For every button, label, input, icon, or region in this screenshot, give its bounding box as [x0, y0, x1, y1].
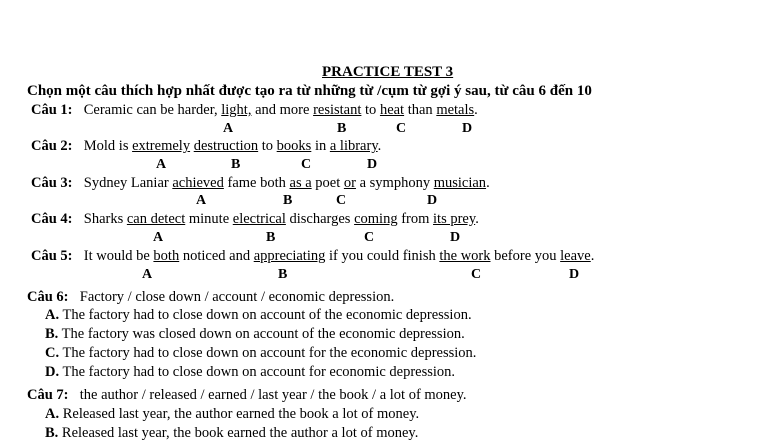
text-segment: . [590, 248, 595, 264]
underlined-segment: leave [560, 248, 591, 264]
text-segment: and more [251, 102, 314, 118]
question-3 [31, 175, 490, 192]
option-text: The factory had to close down on account of the economic depression. [62, 307, 472, 323]
option-letter: B. [45, 326, 59, 342]
text-segment: a symphony [355, 175, 434, 191]
letter-a: A [196, 193, 207, 208]
option-text: Released last year, the book earned the author a lot of money. [61, 425, 419, 441]
letter-c: C [471, 267, 482, 282]
option-6d[interactable] [45, 364, 455, 381]
answer-letters-2 [0, 157, 784, 173]
underlined-segment: can detect [126, 211, 186, 227]
text-segment: Sydney Laniar [83, 175, 173, 191]
option-7b[interactable] [45, 425, 418, 442]
text-segment: . [475, 211, 479, 227]
answer-letters-4 [0, 230, 784, 246]
letter-a: A [153, 230, 164, 245]
text-segment: if you could finish [325, 248, 440, 264]
question-label: Câu 4: [31, 211, 73, 227]
question-text [84, 175, 490, 191]
letter-d: D [462, 121, 473, 136]
option-6a[interactable] [45, 307, 472, 324]
underlined-segment: electrical [232, 211, 286, 227]
question-5 [31, 248, 594, 265]
text-segment: Sharks [83, 211, 127, 227]
question-prompt: Factory / close down / account / economic depression. [79, 289, 395, 305]
question-label: Câu 5: [31, 248, 73, 264]
text-segment: minute [185, 211, 233, 227]
question-label: Câu 7: [27, 387, 69, 403]
underlined-segment: a library [329, 138, 378, 154]
underlined-segment: metals [436, 102, 475, 118]
question-7 [27, 387, 467, 404]
text-segment: poet [311, 175, 344, 191]
answer-letters-3 [0, 193, 784, 209]
letter-c: C [396, 121, 407, 136]
letter-c: C [364, 230, 375, 245]
letter-d: D [367, 157, 378, 172]
option-letter: A. [45, 406, 60, 422]
text-segment: . [377, 138, 382, 154]
option-letter: B. [45, 425, 59, 441]
text-segment: fame both [223, 175, 290, 191]
letter-b: B [231, 157, 241, 172]
text-segment: to [258, 138, 277, 154]
option-text: The factory had to close down on account for the economic depression. [62, 345, 477, 361]
underlined-segment: extremely [132, 138, 191, 154]
question-text [84, 138, 382, 154]
underlined-segment: its prey [433, 211, 476, 227]
answer-letters-5 [0, 267, 784, 283]
text-segment: It would be [83, 248, 154, 264]
underlined-segment: the work [439, 248, 491, 264]
text-segment: . [474, 102, 478, 118]
letter-b: B [266, 230, 276, 245]
question-label: Câu 1: [31, 102, 73, 118]
underlined-segment: as a [289, 175, 312, 191]
option-7a[interactable] [45, 406, 419, 423]
question-6 [27, 289, 394, 306]
question-text [84, 102, 478, 118]
letter-c: C [336, 193, 347, 208]
option-letter: D. [45, 364, 60, 380]
question-label: Câu 6: [27, 289, 69, 305]
text-segment: to [361, 102, 380, 118]
letter-d: D [569, 267, 580, 282]
letter-a: A [142, 267, 153, 282]
option-6c[interactable] [45, 345, 476, 362]
option-text: The factory was closed down on account of the economic depression. [61, 326, 465, 342]
letter-c: C [301, 157, 312, 172]
answer-letters-1 [0, 121, 784, 137]
text-segment: Ceramic can be harder, [83, 102, 222, 118]
text-segment: discharges [285, 211, 355, 227]
underlined-segment: coming [354, 211, 398, 227]
underlined-segment: musician [433, 175, 487, 191]
underlined-segment: or [343, 175, 356, 191]
text-segment: Mold is [83, 138, 133, 154]
question-label: Câu 3: [31, 175, 73, 191]
text-segment: noticed and [179, 248, 254, 264]
underlined-segment: resistant [313, 102, 362, 118]
text-segment: before you [490, 248, 561, 264]
underlined-segment: both [153, 248, 180, 264]
letter-a: A [156, 157, 167, 172]
option-letter: A. [45, 307, 60, 323]
option-6b[interactable] [45, 326, 465, 343]
question-text [84, 248, 595, 264]
option-text: Released last year, the author earned the book a lot of money. [62, 406, 420, 422]
question-prompt: the author / released / earned / last year / the book / a lot of money. [79, 387, 467, 403]
letter-b: B [278, 267, 288, 282]
text-segment: in [311, 138, 330, 154]
text-segment: . [486, 175, 490, 191]
text-segment: than [404, 102, 437, 118]
text-segment: from [397, 211, 434, 227]
underlined-segment: destruction [193, 138, 259, 154]
letter-d: D [427, 193, 438, 208]
instruction-text: Chọn một câu thích hợp nhất được tạo ra từ những từ /cụm từ gợi ý sau, từ câu 6 đến 10 [27, 83, 592, 99]
letter-d: D [450, 230, 461, 245]
question-2 [31, 138, 381, 155]
underlined-segment: light, [221, 102, 252, 118]
question-1 [31, 102, 478, 119]
question-text [84, 211, 479, 227]
option-text: The factory had to close down on account for economic depression. [62, 364, 456, 380]
question-label: Câu 2: [31, 138, 73, 154]
question-4 [31, 211, 479, 228]
letter-a: A [223, 121, 234, 136]
letter-b: B [283, 193, 293, 208]
page-title: PRACTICE TEST 3 [322, 64, 454, 80]
letter-b: B [337, 121, 347, 136]
option-letter: C. [45, 345, 60, 361]
underlined-segment: books [276, 138, 312, 154]
underlined-segment: achieved [172, 175, 224, 191]
underlined-segment: heat [379, 102, 405, 118]
underlined-segment: appreciating [253, 248, 326, 264]
